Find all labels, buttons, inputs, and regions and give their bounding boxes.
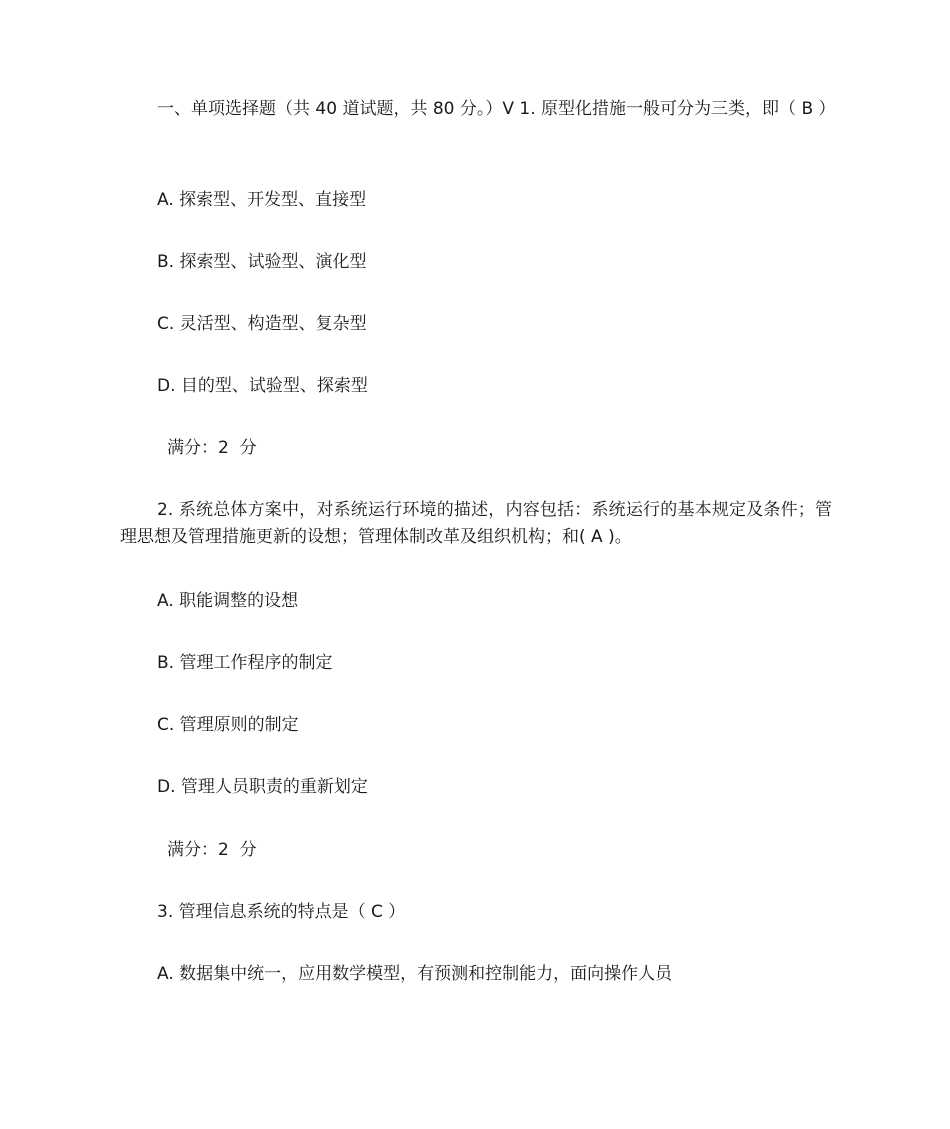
- question-2-stem: 2. 系统总体方案中，对系统运行环境的描述，内容包括：系统运行的基本规定及条件；管理思想及管理措施更新的设想；管理体制改革及组织机构；和( A )。: [120, 500, 832, 547]
- question-2-option-d: D. 管理人员职责的重新划定: [157, 777, 368, 797]
- question-1-option-c: C. 灵活型、构造型、复杂型: [157, 314, 367, 334]
- question-1-option-b: B. 探索型、试验型、演化型: [157, 252, 367, 272]
- question-2-option-c: C. 管理原则的制定: [157, 715, 299, 735]
- question-1-stem: 一、单项选择题（共 40 道试题，共 80 分。）V 1. 原型化措施一般可分为三类，即（ B ）: [157, 99, 836, 119]
- question-3-option-a: A. 数据集中统一，应用数学模型，有预测和控制能力，面向操作人员: [157, 964, 673, 984]
- question-2-score: 满分：2 分: [167, 840, 257, 860]
- question-3-stem: 3. 管理信息系统的特点是（ C ）: [157, 902, 406, 922]
- question-2-option-a: A. 职能调整的设想: [157, 591, 299, 611]
- question-1-option-a: A. 探索型、开发型、直接型: [157, 190, 367, 210]
- question-2-option-b: B. 管理工作程序的制定: [157, 653, 333, 673]
- question-1-score: 满分：2 分: [167, 438, 257, 458]
- question-1-option-d: D. 目的型、试验型、探索型: [157, 376, 368, 396]
